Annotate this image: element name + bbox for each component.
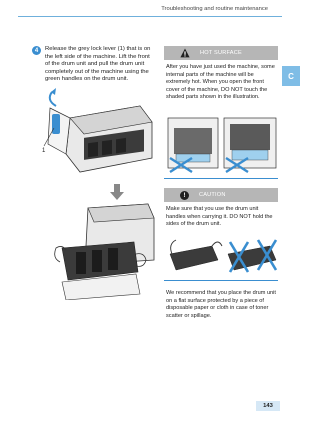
warning-bottom-rule	[164, 178, 278, 179]
step-instruction-text: Release the grey lock lever (1) that is on the left side of the machine. Lift the front of the drum unit and pull the drum unit completely out of the machine using the green handles on the drum unit.	[45, 46, 151, 83]
down-arrow-icon	[110, 184, 124, 200]
hot-surface-illustration	[166, 114, 278, 176]
warning-triangle-icon	[180, 48, 190, 58]
caution-bottom-rule	[164, 280, 278, 281]
page-header-title: Troubleshooting and routine maintenance	[161, 6, 268, 12]
callout-label-1: 1	[42, 148, 46, 154]
drum-removal-illustration	[40, 202, 158, 300]
chapter-tab: C	[282, 66, 300, 86]
printer-lever-illustration	[40, 88, 158, 180]
hot-surface-title: HOT SURFACE	[200, 50, 242, 56]
header-rule	[18, 16, 282, 17]
hot-surface-banner	[164, 46, 278, 60]
exclamation-icon: !	[180, 191, 189, 200]
caution-banner	[164, 188, 278, 202]
page-number: 143	[256, 401, 280, 411]
drum-handles-illustration	[166, 232, 278, 274]
caution-title: CAUTION	[199, 192, 226, 198]
step-number-badge: 4	[32, 46, 41, 55]
hot-surface-text: After you have just used the machine, some internal parts of the machine will be extremely hot. When you open the front cover of the machine, DO NOT touch the shaded parts shown in the illustration.	[166, 64, 275, 101]
recommendation-text: We recommend that you place the drum unit on a flat surface protected by a piece of disposable paper or cloth in case of toner scatter or spillage.	[166, 290, 276, 319]
caution-text: Make sure that you use the drum unit handles when carrying it. DO NOT hold the sides of the drum unit.	[166, 206, 273, 228]
